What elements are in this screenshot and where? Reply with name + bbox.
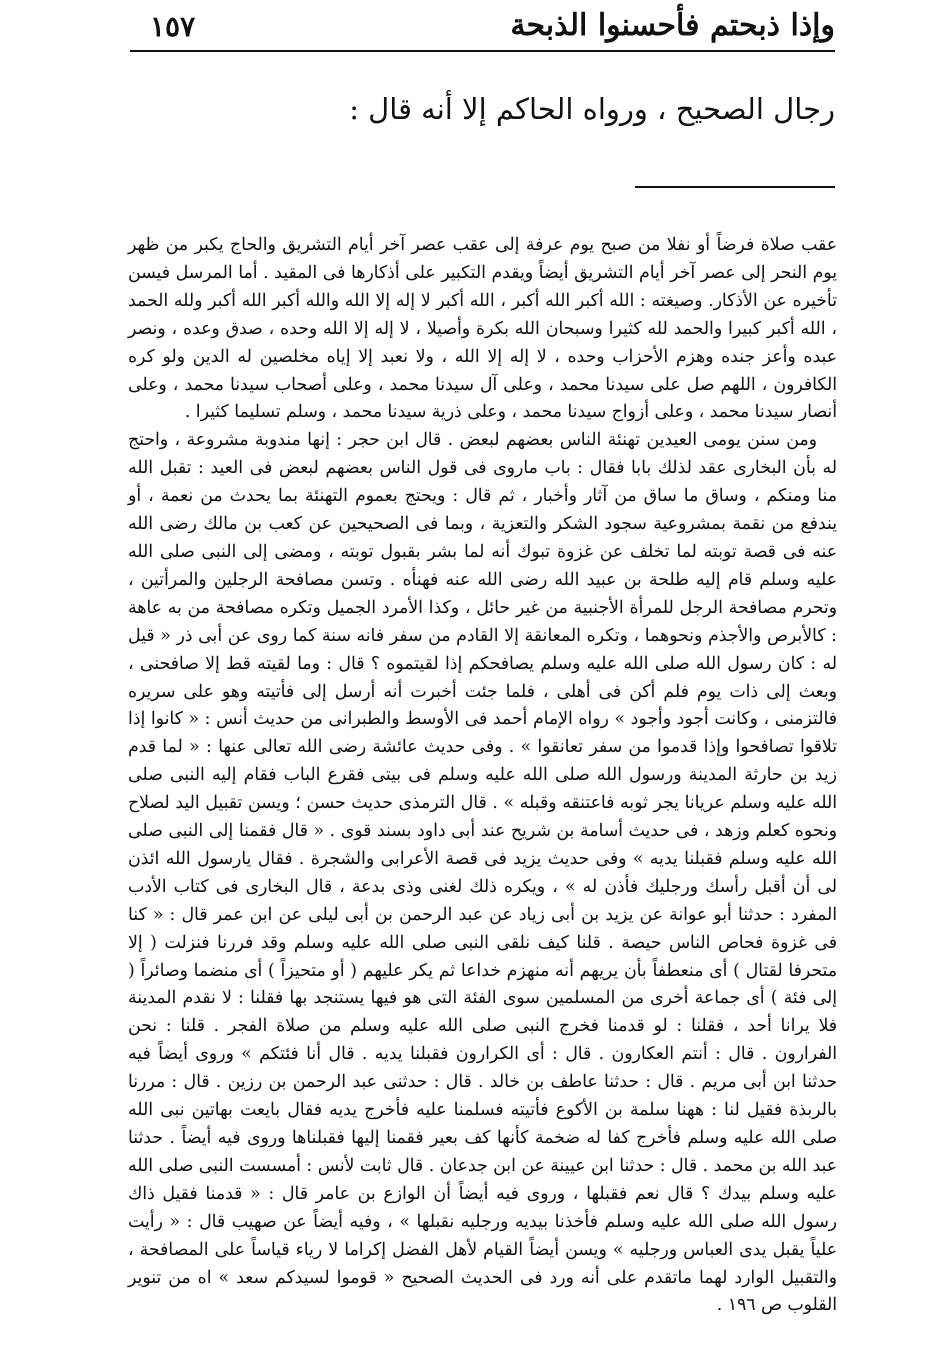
footnote-paragraph: عقب صلاة فرضاً أو نفلا من صبح يوم عرفة إلى عقب عصر آخر أيام التشريق والحاج يكبر من ظهر يوم النحر إلى عصر آخر أيام التشريق أيضاً ويقدم التكبير على أذكارها فى المقيد . أما المرسل فيسن تأخيره عن الأذكار. وصيغته : الله أكبر الله أكبر ، الله أكبر لا إله إلا الله والله أكبر الله أكبر ولله الحمد ، الله أكبر كبيرا والحمد لله كثيرا وسبحان الله بكرة وأصيلا ، لا إله إلا الله وحده ، صدق وعده ، ونصر عبده وأعز جنده وهزم الأحزاب وحده ، لا إله إلا الله ، ولا نعبد إلا إياه مخلصين له الدين ولو كره الكافرون ، اللهم صل على سيدنا محمد ، وعلى آل سيدنا محمد ، وعلى أصحاب سيدنا محمد ، وعلى أنصار سيدنا محمد ، وعلى أزواج سيدنا محمد ، وعلى ذرية سيدنا محمد ، وسلم تسليما كثيرا . [128, 235, 837, 423]
running-title: وإذا ذبحتم فأحسنوا الذبحة [510, 8, 835, 43]
page-number: ١٥٧ [150, 10, 196, 43]
footnote-paragraph: ومن سنن يومى العيدين تهنئة الناس بعضهم لبعض . قال ابن حجر : إنها مندوبة مشروعة ، واحتج له بأن البخارى عقد لذلك بابا فقال : باب ماروى فى قول الناس بعضهم لبعض فى العيد : تقبل الله منا ومنكم ، وساق ما ساق من آثار وأخبار ، ثم قال : ويحتج بعموم التهنئة بما يحدث من نعمة ، أو يندفع من نقمة بمشروعية سجود الشكر والتعزية ، وبما فى الصحيحين عن كعب بن مالك رضى الله عنه فى قصة توبته لما تخلف عن غزوة تبوك أنه لما بشر بقبول توبته ، ومضى إلى النبى صلى الله عليه وسلم قام إليه طلحة بن عبيد الله رضى الله عنه فهنأه . وتسن مصافحة الرجلين والمرأتين ، وتحرم مصافحة الرجل للمرأة الأجنبية من غير حائل ، وكذا الأمرد الجميل وتكره مصافحة من به عاهة : كالأبرص والأجذم ونحوهما ، وتكره المعانقة إلا القادم من سفر فانه سنة كما روى عن أبى ذر « قيل له : كان رسول الله صلى الله عليه وسلم يصافحكم إذا لقيتموه ؟ قال : وما لقيته قط إلا صافحنى ، وبعث إلى ذات يوم فلم أكن فى أهلى ، فلما جئت أخبرت أنه أرسل إلى فأتيته وهو على سريره فالتزمنى ، وكانت أجود وأجود » رواه الإمام أحمد فى الأوسط والطبرانى من حديث أنس : « كانوا إذا تلاقوا تصافحوا وإذا قدموا من سفر تعانقوا » . وفى حديث عائشة رضى الله تعالى عنها : « لما قدم زيد بن حارثة المدينة ورسول الله صلى الله عليه وسلم فى بيتى فقرع الباب فقام إليه النبى صلى الله عليه وسلم عريانا يجر ثوبه فاعتنقه وقبله » . قال الترمذى حديث حسن ؛ ويسن تقبيل اليد لصلاح ونحوه كعلم وزهد ، فى حديث أسامة بن شريح عند أبى داود بسند قوى . « قال فقمنا إلى النبى صلى الله عليه وسلم فقبلنا يديه » وفى حديث يزيد فى قصة الأعرابى والشجرة . فقال يارسول الله ائذن لى أن أقبل رأسك ورجليك فأذن له » ، ويكره ذلك لغنى وذى بدعة ، قال البخارى فى كتاب الأدب المفرد : حدثنا أبو عوانة عن يزيد بن أبى زياد عن عبد الرحمن بن أبى ليلى عن ابن عمر قال : « كنا فى غزوة فحاص الناس حيصة . قلنا كيف نلقى النبى صلى الله عليه وسلم وقد فررنا فنزلت ( إلا متحرفا لقتال ) أى منعطفاً بأن يريهم أنه منهزم خداعا ثم يكر عليهم ( أو متحيزاً ) أى منضما وصائراً ( إلى فئة ) أى جماعة أخرى من المسلمين سوى الفئة التى هو فيها يستنجد بها فقلنا : لا نقدم المدينة فلا يرانا أحد ، فقلنا : لو قدمنا فخرج النبى صلى الله عليه وسلم من صلاة الفجر . قلنا : نحن الفرارون . قال : أنتم العكارون . قال : أى الكرارون فقبلنا يديه . قال أنا فئتكم » وروى أيضاً فيه حدثنا ابن أبى مريم . قال : حدثنا عاطف بن خالد . قال : حدثنى عبد الرحمن بن رزين . قال : مررنا بالربذة فقيل لنا : ههنا سلمة بن الأكوع فأتيته فسلمنا عليه فأخرج يديه فقال بايعت بهاتين نبى الله صلى الله عليه وسلم فأخرج كفا له ضخمة كأنها كف بعير فقمنا إليها فقبلناها وروى فيه أيضاً . حدثنا عبد الله بن محمد . قال : حدثنا ابن عيينة عن ابن جدعان . قال ثابت لأنس : أمسست النبى صلى الله عليه وسلم بيدك ؟ قال نعم فقبلها ، وروى فيه أيضاً أن الوازع بن عامر قال : « قدمنا فقيل ذاك رسول الله صلى الله عليه وسلم فأخذنا بيديه ورجليه نقبلها » ، وفيه أيضاً عن صهيب قال : « رأيت علياً يقبل يدى العباس ورجليه » ويسن أيضاً القيام لأهل الفضل إكراما لا رياء قياساً على المصافحة ، والتقبيل الوارد لهما ماتقدم على أنه ورد فى الحديث الصحيح « قوموا لسيدكم سعد » اه من تنوير القلوب ص ١٩٦ . [128, 430, 837, 1316]
footnote-separator [635, 186, 835, 188]
footnote-block [128, 232, 837, 1320]
main-text-line: رجال الصحيح ، ورواه الحاكم إلا أنه قال : [349, 92, 835, 126]
header-rule [130, 50, 835, 52]
page-header [130, 6, 835, 48]
